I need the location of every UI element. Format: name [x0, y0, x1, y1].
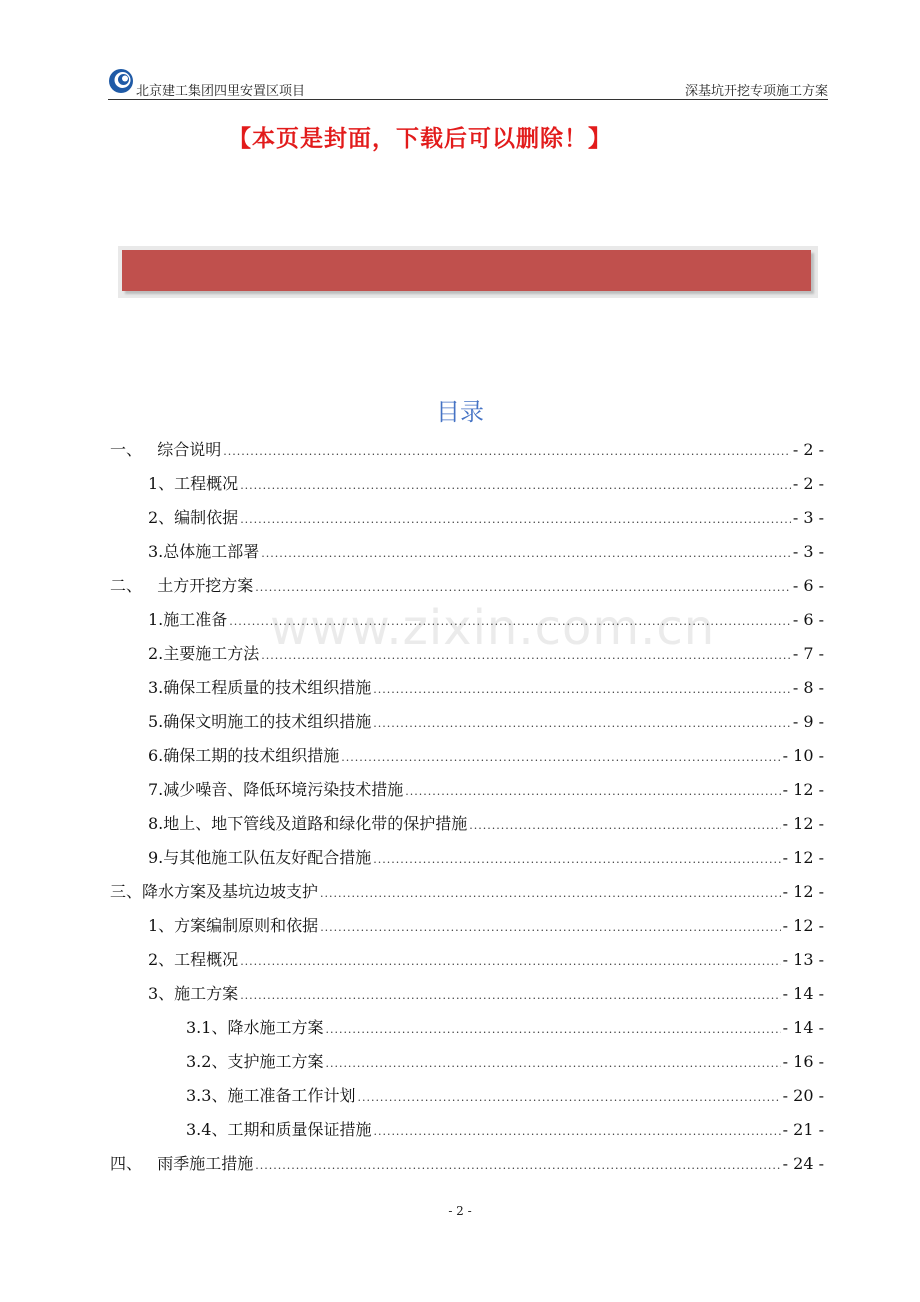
toc-entry[interactable]	[110, 1151, 824, 1173]
toc-entry-page: - 20 -	[782, 1086, 824, 1105]
toc-entry-label: 四、 雨季施工措施	[110, 1154, 254, 1173]
toc-leader	[240, 955, 780, 968]
toc-entry[interactable]	[148, 777, 824, 799]
header-document-title: 深基坑开挖专项施工方案	[684, 84, 828, 99]
toc-entry[interactable]	[148, 675, 824, 697]
toc-entry-page: - 6 -	[792, 610, 824, 629]
toc-entry-page: - 14 -	[782, 984, 824, 1003]
toc-entry[interactable]	[148, 641, 824, 663]
toc-entry[interactable]	[148, 743, 824, 765]
toc-entry-label: 1、工程概况	[148, 474, 239, 493]
toc-entry-label: 6.确保工期的技术组织措施	[148, 746, 340, 765]
title-band	[118, 246, 818, 298]
toc-entry-page: - 9 -	[792, 712, 824, 731]
toc-entry-page: - 3 -	[792, 508, 824, 527]
toc-entry-page: - 12 -	[782, 814, 824, 833]
toc-leader	[261, 649, 791, 662]
toc-leader	[341, 751, 780, 764]
toc-leader	[229, 615, 791, 628]
toc-leader	[320, 921, 780, 934]
toc-entry[interactable]	[110, 573, 824, 595]
toc-entry-page: - 12 -	[782, 882, 824, 901]
toc-entry-label: 8.地上、地下管线及道路和绿化带的保护措施	[148, 814, 468, 833]
toc-entry-label: 2、编制依据	[148, 508, 239, 527]
toc-entry-page: - 10 -	[782, 746, 824, 765]
cover-notice: 【本页是封面，下载后可以删除！】	[228, 126, 612, 152]
toc-entry-page: - 14 -	[782, 1018, 824, 1037]
toc-entry-label: 9.与其他施工队伍友好配合措施	[148, 848, 372, 867]
title-band-bar	[122, 250, 811, 291]
toc-entry-page: - 12 -	[782, 780, 824, 799]
toc-entry[interactable]	[186, 1049, 824, 1071]
header-project-name: 北京建工集团四里安置区项目	[136, 84, 306, 99]
toc-leader	[255, 1159, 780, 1172]
toc-entry-label: 3.4、工期和质量保证措施	[186, 1120, 372, 1139]
toc-entry-page: - 24 -	[782, 1154, 824, 1173]
toc-leader	[320, 887, 781, 900]
toc-entry-page: - 21 -	[782, 1120, 824, 1139]
toc-entry-page: - 13 -	[782, 950, 824, 969]
toc-leader	[373, 683, 791, 696]
toc-entry[interactable]	[186, 1015, 824, 1037]
toc-entry-page: - 12 -	[782, 916, 824, 935]
toc-leader	[325, 1023, 780, 1036]
toc-entry[interactable]	[148, 913, 824, 935]
toc-entry[interactable]	[110, 879, 824, 901]
toc-entry-page: - 8 -	[792, 678, 824, 697]
toc-leader	[240, 513, 791, 526]
toc-entry-page: - 2 -	[792, 474, 824, 493]
toc-entry-label: 3.3、施工准备工作计划	[186, 1086, 356, 1105]
toc-entry[interactable]	[148, 607, 824, 629]
company-logo-icon	[108, 68, 134, 94]
toc-entry[interactable]	[148, 471, 824, 493]
toc-entry[interactable]	[148, 709, 824, 731]
toc-leader	[255, 581, 791, 594]
toc-leader	[240, 989, 780, 1002]
header-divider	[108, 99, 828, 100]
toc-entry[interactable]	[148, 845, 824, 867]
toc-entry-label: 3.总体施工部署	[148, 542, 260, 561]
page-header	[108, 66, 828, 100]
toc-entry[interactable]	[110, 437, 824, 459]
toc-entry-label: 三、降水方案及基坑边坡支护	[110, 882, 319, 901]
toc-entry[interactable]	[148, 539, 824, 561]
toc-entry[interactable]	[186, 1083, 824, 1105]
toc-leader	[405, 785, 780, 798]
toc-leader	[223, 445, 791, 458]
toc-entry-label: 二、 土方开挖方案	[110, 576, 254, 595]
toc-entry-label: 2、工程概况	[148, 950, 239, 969]
toc-leader	[373, 1125, 780, 1138]
toc-leader	[373, 717, 791, 730]
toc-entry-page: - 16 -	[782, 1052, 824, 1071]
toc-leader	[469, 819, 780, 832]
toc-leader	[357, 1091, 780, 1104]
toc-leader	[325, 1057, 780, 1070]
toc-entry-label: 5.确保文明施工的技术组织措施	[148, 712, 372, 731]
toc-entry[interactable]	[148, 981, 824, 1003]
toc-entry-label: 2.主要施工方法	[148, 644, 260, 663]
toc-entry-page: - 3 -	[792, 542, 824, 561]
watermark: www.zixin.com.cn	[270, 600, 716, 656]
toc-entry[interactable]	[148, 505, 824, 527]
toc-entry-label: 3.1、降水施工方案	[186, 1018, 324, 1037]
toc-entry-page: - 12 -	[782, 848, 824, 867]
page-number: - 2 -	[448, 1204, 472, 1218]
toc-entry[interactable]	[148, 811, 824, 833]
toc-leader	[373, 853, 780, 866]
toc-entry-page: - 7 -	[792, 644, 824, 663]
toc-title: 目录	[436, 398, 484, 426]
toc-entry-label: 3.确保工程质量的技术组织措施	[148, 678, 372, 697]
toc-entry-page: - 6 -	[792, 576, 824, 595]
toc-entry-label: 1、方案编制原则和依据	[148, 916, 319, 935]
toc-entry[interactable]	[186, 1117, 824, 1139]
toc-entry-label: 7.减少噪音、降低环境污染技术措施	[148, 780, 404, 799]
toc-entry-label: 1.施工准备	[148, 610, 228, 629]
toc-entry-label: 3、施工方案	[148, 984, 239, 1003]
toc-leader	[240, 479, 791, 492]
toc-entry-label: 3.2、支护施工方案	[186, 1052, 324, 1071]
toc-entry[interactable]	[148, 947, 824, 969]
toc-entry-page: - 2 -	[792, 440, 824, 459]
toc-entry-label: 一、 综合说明	[110, 440, 222, 459]
toc-leader	[261, 547, 791, 560]
